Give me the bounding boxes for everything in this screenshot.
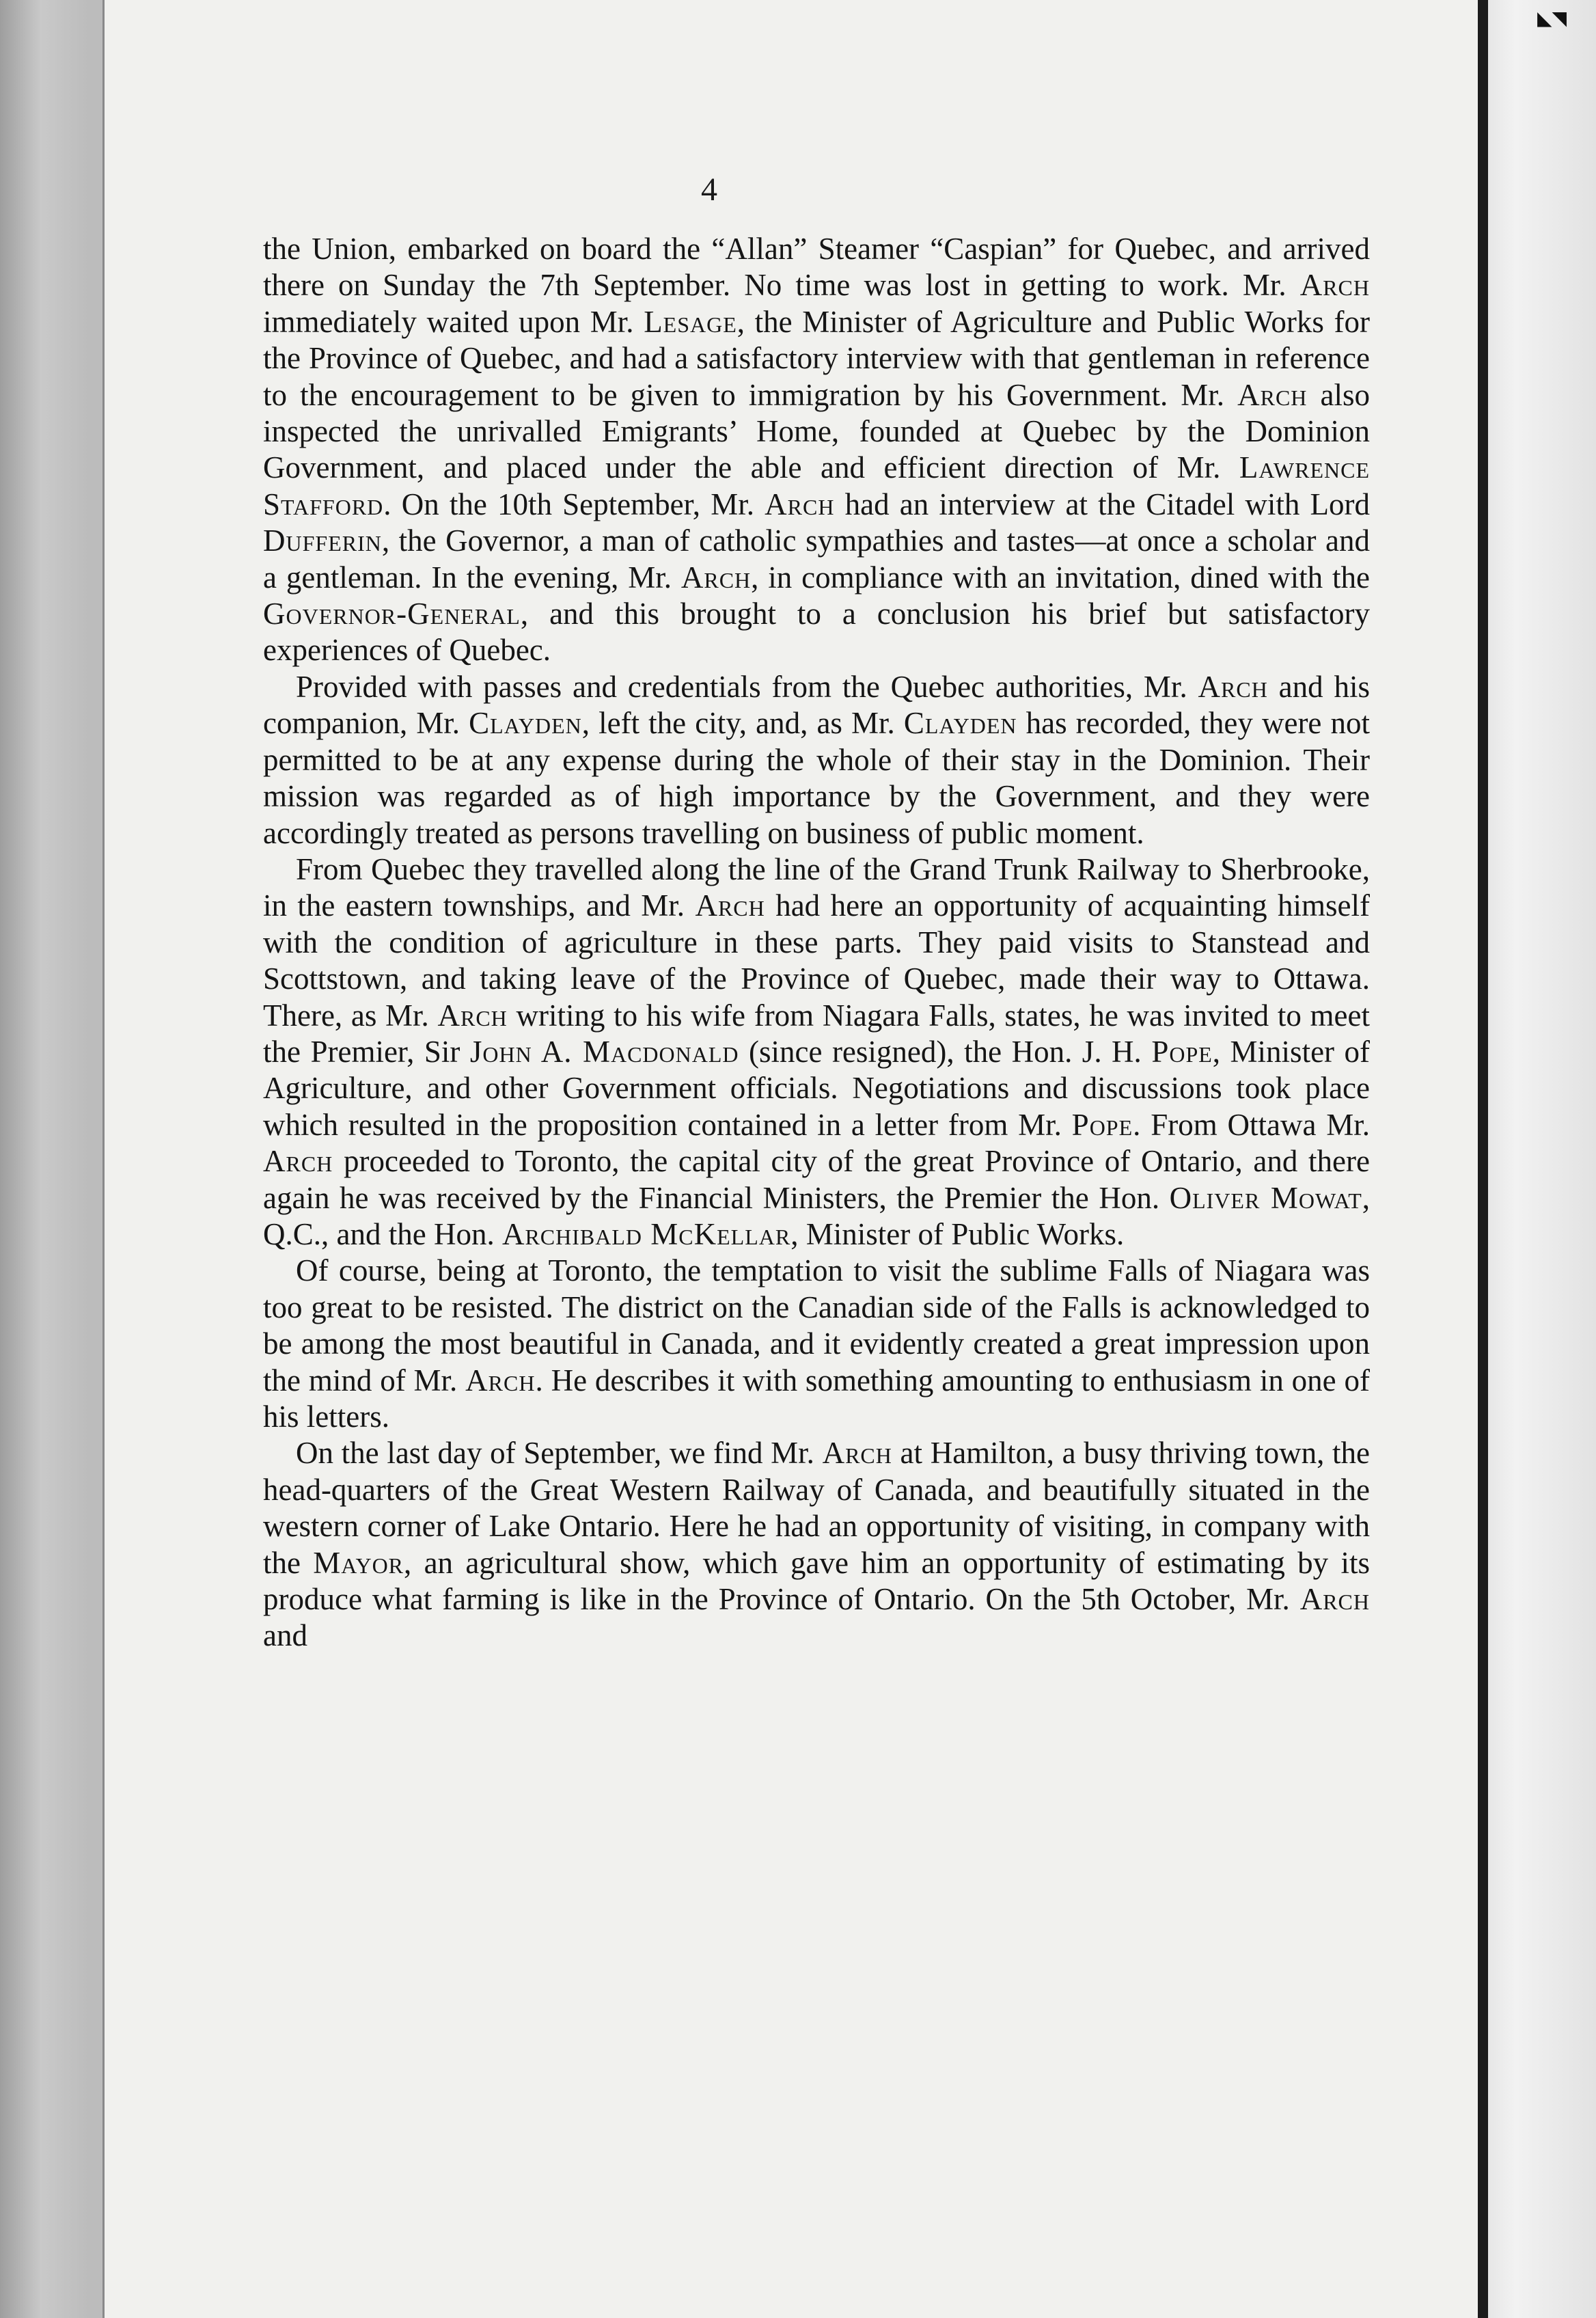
small-caps-name: Arch <box>437 998 508 1033</box>
paragraph: Of course, being at Toronto, the temptation to visit the sublime Falls of Niagara was too great to be resisted. The district on the Canadian side of the Falls is acknowledged to be among the most beautiful in Canada, and it evidently created a great impression upon the mind of Mr. Arch. He describes it with something amounting to enthusiasm in one of his letters. <box>263 1253 1370 1434</box>
paragraph: Provided with passes and credentials from the Quebec authorities, Mr. Arch and his companion, Mr. Clayden, left the city, and, as Mr. Clayden has recorded, they were not permitted to be at any expense during the whole of their stay in the Dominion. Their mission was regarded as of high importance by the Government, and they were accordingly treated as persons travelling on business of public moment. <box>263 669 1370 850</box>
small-caps-name: Arch <box>465 1363 536 1397</box>
small-caps-name: Pope <box>1151 1034 1213 1069</box>
small-caps-name: Arch <box>695 888 765 923</box>
small-caps-name: Arch <box>1299 1582 1370 1617</box>
small-caps-name: Dufferin <box>263 523 382 558</box>
paragraph: On the last day of September, we find Mr. Arch at Hamilton, a busy thriving town, the head-quarters of the Great Western Railway of Canada, and beautifully situated in the western corner of Lake Ontario. Here he had an opportunity of visiting, in company with the Mayor, an agricultural show, which gave him an opportunity of estimating by its produce what farming is like in the Province of Ontario. On the 5th October, Mr. Arch and <box>263 1436 1370 1653</box>
facing-page-strip <box>1488 0 1596 2318</box>
paragraph: the Union, embarked on board the “Allan” Steamer “Caspian” for Quebec, and arrived there on Sunday the 7th September. No time was lost in getting to work. Mr. Arch immediately waited upon Mr. Lesage, the Minister of Agriculture and Public Works for the Province of Quebec, and had a satisfactory interview with that gentleman in reference to the encouragement to be given to immigration by his Government. Mr. Arch also inspected the unrivalled Emigrants’ Home, founded at Quebec by the Dominion Government, and placed under the able and efficient direction of Mr. Lawrence Stafford. On the 10th September, Mr. Arch had an interview at the Citadel with Lord Dufferin, the Governor, a man of catholic sympathies and tastes—at once a scholar and a gentleman. In the evening, Mr. Arch, in compliance with an invitation, dined with the Governor-General, and this brought to a conclusion his brief but satisfactory experiences of Quebec. <box>263 232 1371 668</box>
small-caps-name: Arch <box>765 487 835 521</box>
small-caps-name: Lawrence Stafford <box>263 450 1370 521</box>
small-caps-name: Arch <box>1198 669 1268 704</box>
small-caps-name: Arch <box>680 560 752 595</box>
small-caps-name: Lesage <box>644 304 737 339</box>
small-caps-name: Arch <box>1237 377 1308 412</box>
small-caps-name: John A. Macdonald <box>469 1034 739 1069</box>
small-caps-name: Archibald McKellar <box>501 1216 791 1251</box>
small-caps-name: Pope <box>1071 1107 1133 1142</box>
small-caps-name: Governor-General <box>263 597 521 631</box>
small-caps-name: Oliver Mowat <box>1169 1180 1362 1215</box>
corner-scan-mark: ◣◥ <box>1537 7 1567 29</box>
small-caps-name: Arch <box>822 1436 892 1471</box>
small-caps-name: Arch <box>1299 268 1370 303</box>
small-caps-name: Mayor <box>313 1545 404 1580</box>
paragraph: From Quebec they travelled along the line of the Grand Trunk Railway to Sherbrooke, in the eastern townships, and Mr. Arch had here an opportunity of acquainting himself with the condition of agriculture in these parts. They paid visits to Stanstead and Scottstown, and taking leave of the Province of Quebec, made their way to Ottawa. There, as Mr. Arch writing to his wife from Niagara Falls, states, he was invited to meet the Premier, Sir John A. Macdonald (since resigned), the Hon. J. H. Pope, Minister of Agriculture, and other Government officials. Negotiations and discussions took place which resulted in the proposition contained in a letter from Mr. Pope. From Ottawa Mr. Arch proceeded to Toronto, the capital city of the great Province of Ontario, and there again he was received by the Financial Ministers, the Premier the Hon. Oliver Mowat, Q.C., and the Hon. Archibald McKellar, Minister of Public Works. <box>263 851 1371 1251</box>
small-caps-name: Arch <box>263 1144 333 1179</box>
small-caps-name: Clayden <box>903 706 1017 741</box>
page-number: 4 <box>701 172 717 208</box>
body-text <box>263 231 1370 1654</box>
small-caps-name: Clayden <box>469 706 582 741</box>
